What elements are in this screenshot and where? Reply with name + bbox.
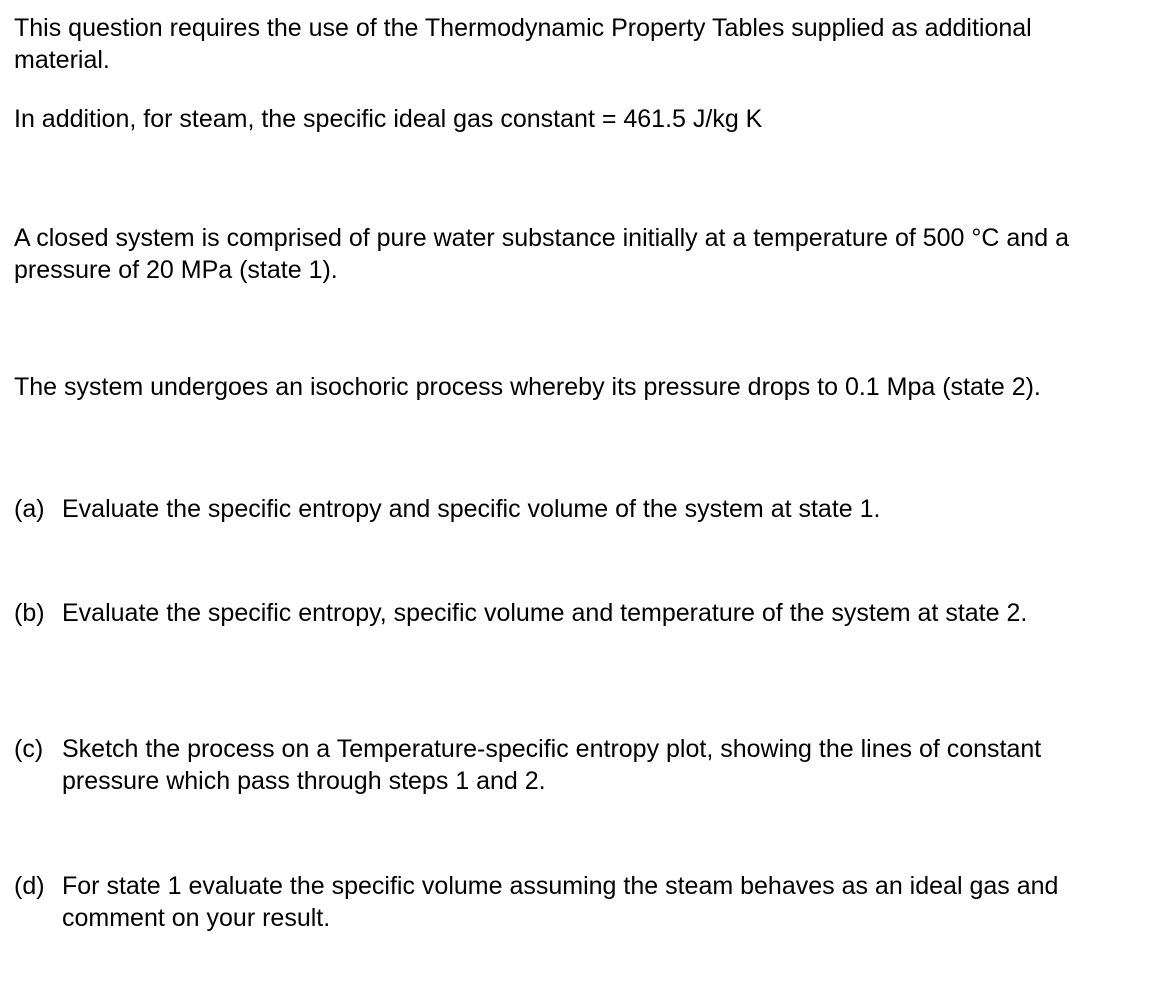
question-b-text: Evaluate the specific entropy, specific volume and temperature of the system at state 2. bbox=[62, 599, 1028, 627]
question-a bbox=[14, 493, 1134, 525]
question-b-label: (b) bbox=[14, 599, 45, 627]
gas-constant-note: In addition, for steam, the specific ideal gas constant = 461.5 J/kg K bbox=[14, 105, 763, 133]
process-description: The system undergoes an isochoric process whereby its pressure drops to 0.1 Mpa (state 2). bbox=[14, 373, 1041, 401]
question-d-text: For state 1 evaluate the specific volume assuming the steam behaves as an ideal gas and comment on your result. bbox=[62, 872, 1059, 932]
question-c-label: (c) bbox=[14, 735, 44, 763]
question-a-text: Evaluate the specific entropy and specific volume of the system at state 1. bbox=[62, 495, 881, 523]
question-b bbox=[14, 597, 1134, 629]
tables-note: This question requires the use of the Thermodynamic Property Tables supplied as additional material. bbox=[14, 14, 1032, 74]
question-d-label: (d) bbox=[14, 872, 45, 900]
question-c bbox=[14, 733, 1134, 797]
question-d bbox=[14, 870, 1134, 934]
question-a-label: (a) bbox=[14, 495, 45, 523]
question-c-text: Sketch the process on a Temperature-specific entropy plot, showing the lines of constant pressure which pass through steps 1 and 2. bbox=[62, 735, 1042, 795]
state1-description: A closed system is comprised of pure water substance initially at a temperature of 500 °C and a pressure of 20 MPa (state 1). bbox=[14, 224, 1069, 284]
